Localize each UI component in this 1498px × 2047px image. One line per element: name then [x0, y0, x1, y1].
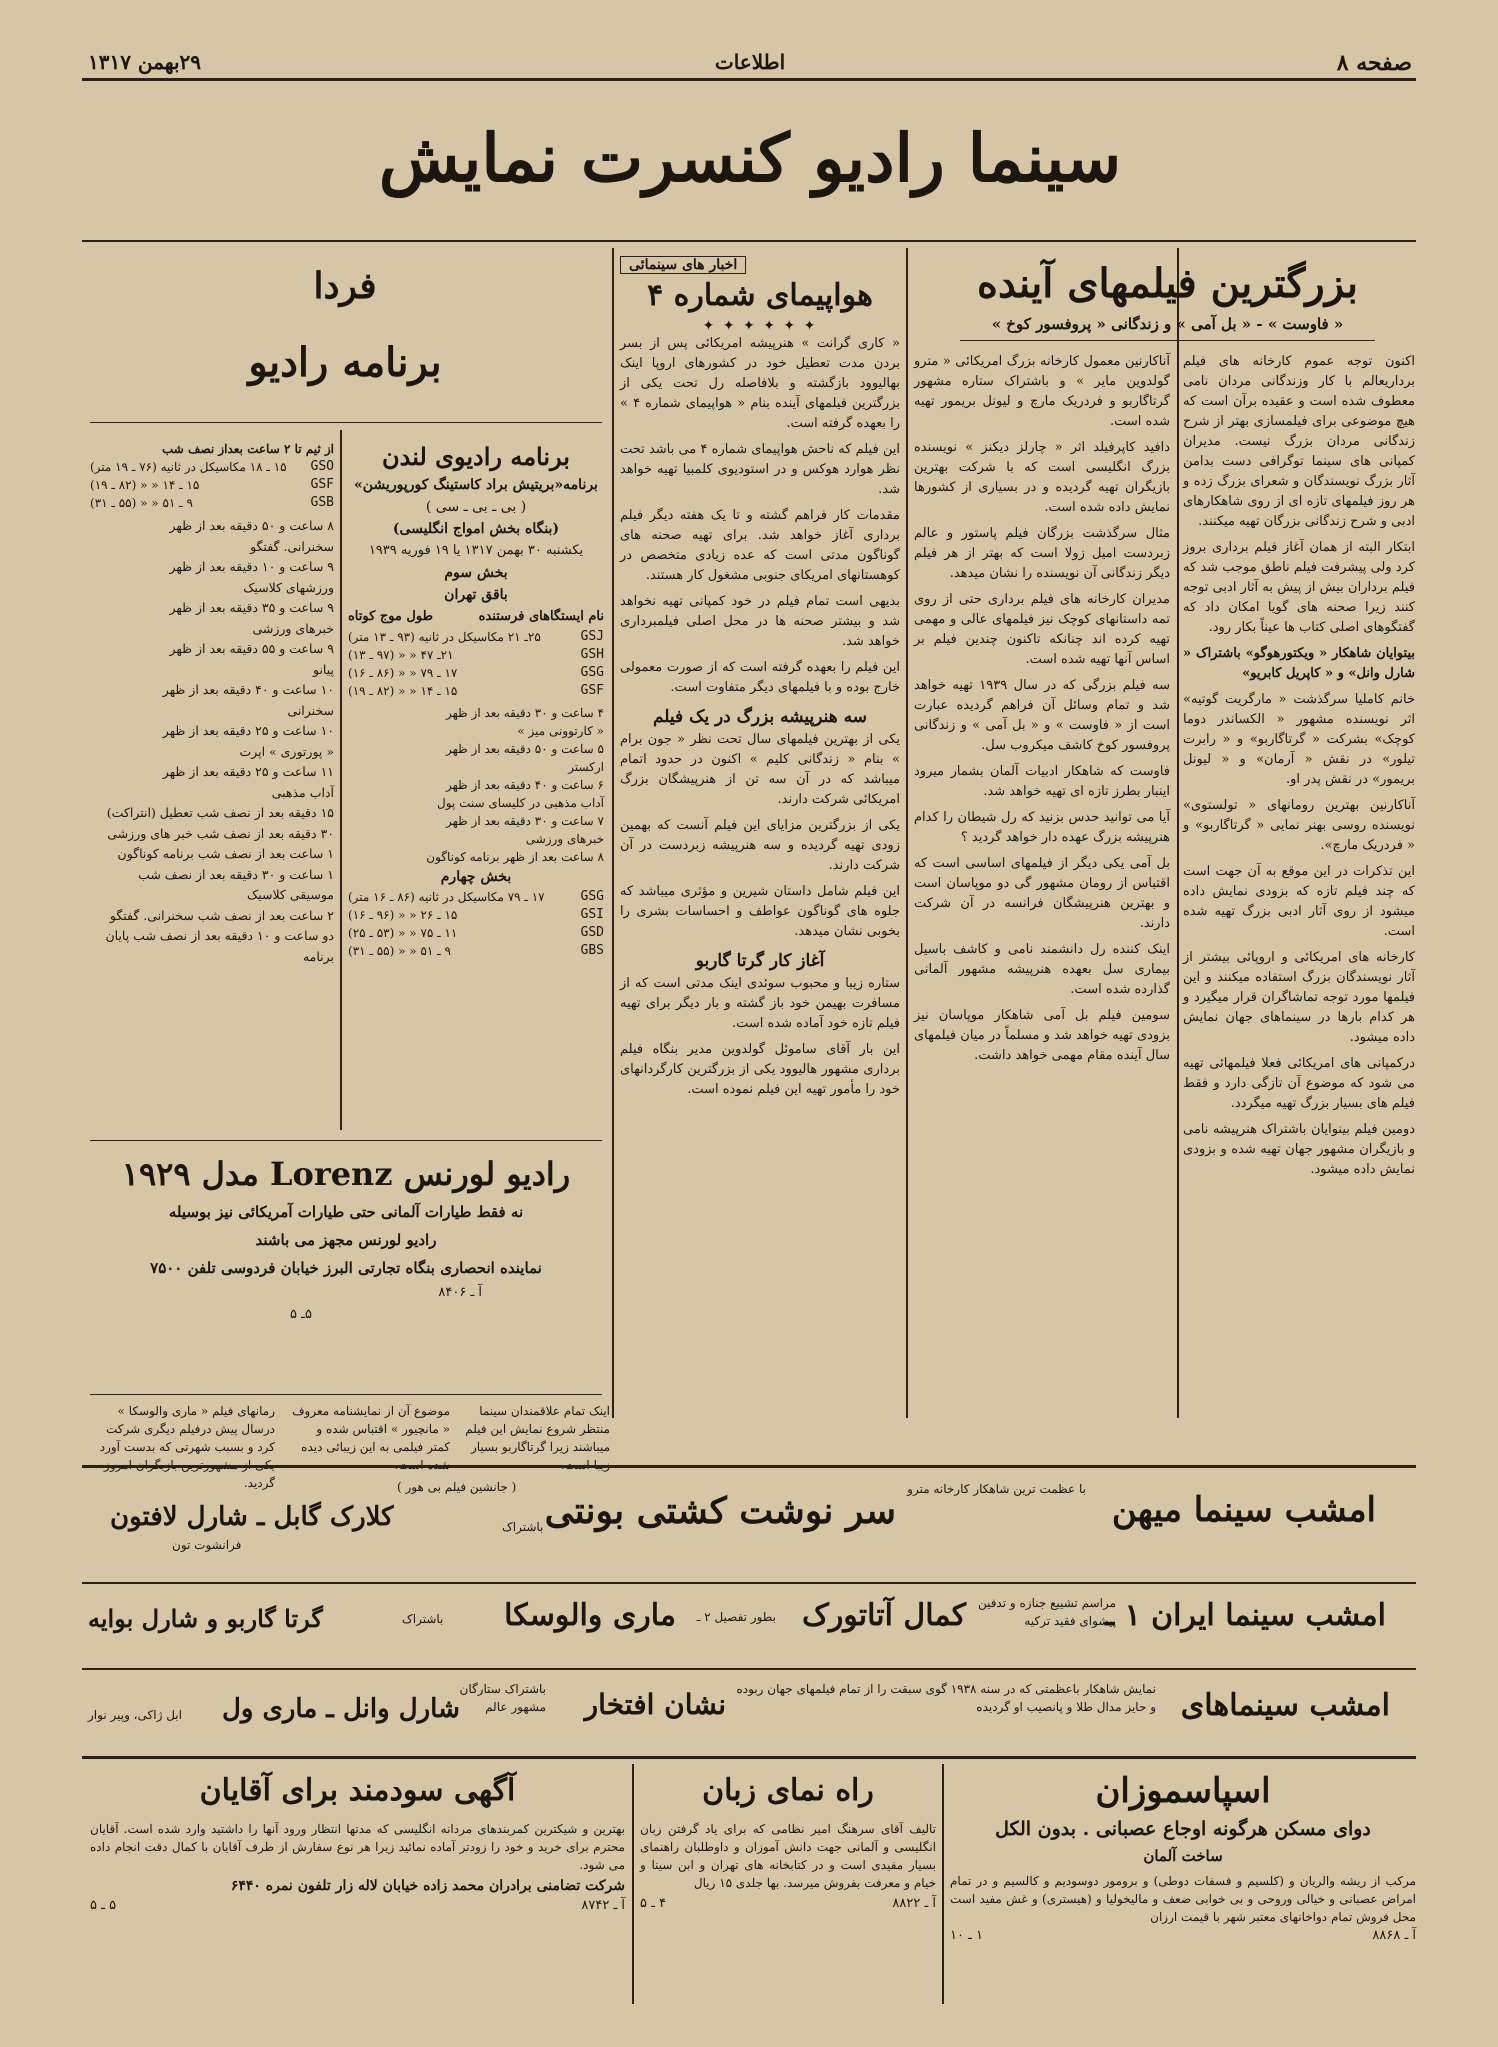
small-ad-1: رمانهای فیلم « ماری والوسکا » درسال پیش درفیلم دیگری شرکت کرد و بسبب شهرتی که بدست آورد گردید. [99, 1404, 275, 1490]
station-code: GSO [310, 459, 334, 474]
ad-title: نشان افتخار [584, 1688, 726, 1721]
station-freq: ۱۱ ـ ۷۵ « « (۵۳ ـ ۲۵) [348, 926, 458, 940]
program-line: « کارتوونی میز » [517, 724, 604, 738]
program-line: آداب مذهبی [271, 784, 334, 800]
london-part4: بخش چهارم [440, 869, 512, 885]
station-code: GSF [580, 683, 604, 698]
col-divider [906, 248, 908, 1418]
station-code: GSG [580, 889, 604, 904]
cinema-news-subheading-1: سه هنرپیشه بزرگ در یک فیلم [652, 707, 868, 727]
paragraph: آناکارنین معمول کارخانه بزرگ امریکائی « مترو گولدوین مایر » و باشتراک ستاره مشهور گرتاگاربو و فردریک مارچ و لیونل بریمور تهیه شده است. [914, 354, 1170, 429]
small-ad-3: اینک تمام علاقمندان سینما منتظر شروع نمایش این فیلم میباشند زیرا گرتاگاربو بسیار [465, 1404, 610, 1454]
paragraph: آناکارنین بهترین رومانهای « تولستوی» نویسنده روسی بهنر نمایی « گرتاگاربو» و « فردریک مارچ». [1183, 798, 1415, 853]
program-line: دو ساعت و ۱۰ دقیقه بعد از نصف شب پایان برنامه [105, 928, 334, 964]
ad-title2: ماری والوسکا [504, 1598, 676, 1633]
bottom-ad-spasmosan [950, 1768, 1416, 2004]
col-divider [1177, 248, 1179, 1418]
ad-code: آ ـ ۸۸۲۲ [892, 1896, 936, 1911]
program-line: ۹ ساعت و ۵۵ دقیقه بعد از ظهر [169, 641, 334, 656]
paragraph: دافید کاپرفیلد اثر « چارلز دیکنز » نویسنده بزرگ انگلیسی است که با شرکت بهترین بازیگران تهیه گردیده و در بسیاری از کشورها نمایش داده شده است. [914, 440, 1170, 515]
lorenz-line2: رادیو لورنس مجهز می باشند [255, 1231, 437, 1249]
lorenz-title: رادیو لورنس Lorenz مدل ۱۹۲۹ [121, 1155, 571, 1193]
ad-title: سر نوشت کشتی بونتی [544, 1490, 896, 1532]
program-line: ۸ ساعت بعد از ظهر برنامه کوناگون [426, 850, 604, 864]
paragraph: بدیهی است تمام فیلم در خود کمپانی تهیه نخواهد شد و بیشتر صحنه ها در محل اصلی فیلمبرداری خواهد شد. [620, 594, 900, 649]
paragraph: کارخانه های امریکائی و اروپائی بیشتر از آثار نویسندگان بزرگ استفاده میکنند و این فیلمها مورد توجه تماشاگران قرار میگیرد و هر کدام بارها در سینماهای جهان نمایش داده میشود. [1183, 950, 1415, 1045]
paragraph: این تذکرات در این موقع به آن جهت است که چند فیلم تازه که بزودی نمایش داده میشود از روی آثار ادبی بزرگ تهیه شده است. [1183, 864, 1415, 939]
separator-stars: ✦ ✦ ✦ ✦ ✦ ✦ [702, 318, 818, 334]
page-number: صفحه ۸ [1336, 50, 1412, 76]
lorenz-code: آ ـ ۸۴۰۶ [438, 1285, 482, 1300]
station-code: GSD [580, 925, 604, 940]
program-line: ۴ ساعت و ۳۰ دقیقه بعد از ظهر [446, 706, 604, 720]
paragraph: فاوست که شاهکار ادبیات آلمان بشمار میرود اینبار بطرز تازه ای تهیه خواهد شد. [914, 764, 1170, 799]
paragraph: ستاره زیبا و محبوب سوئدی اینک مدتی است که از مسافرت بهیمن خود باز گشته و بار دیگر برای تهیه فیلم تازه خود آماده شده است. [620, 976, 900, 1031]
ad-body: تالیف آقای سرهنگ امیر نظامی که برای یاد گرفتن زبان انگلیسی و آلمانی جهت دانش آموزان و داوطلبان راهنمای بسیار مفیدی است و در کتابخانه های تهران و ابن سینا و خیام و معرفت بفروش میرسد. بها جلدی ۱۵ ریال [640, 1822, 936, 1890]
ad-cast: شارل وانل ـ ماری ول [222, 1694, 460, 1724]
program-line: ۷ ساعت و ۳۰ دقیقه بعد از ظهر [446, 814, 604, 828]
station-list-1 [348, 628, 604, 700]
paper-name: اطلاعات [714, 50, 786, 74]
station-list-2 [348, 888, 604, 960]
london-to: باقق تهران [444, 587, 508, 603]
paragraph: ابتکار البته از همان آغاز فیلم برداری بروز کرد ولی پیشرفت فیلم ناطق موجب شد که فیلم برداران بیش از پیش به آثار ادبی توجه کنند زیرا صحنه های گویا امکان داد که گفتگوهای اصلی کتاب ها عیناً بکار رود. [1183, 540, 1415, 635]
london-part3: بخش سوم [444, 565, 508, 581]
program-line: سخنرانی. گفتگو [250, 538, 334, 554]
station-freq: ۲۱ـ ۴۷ « « (۹۷ ـ ۱۳) [348, 648, 454, 662]
cinema-news-subheading-2: آغاز کار گرتا گاربو [695, 951, 825, 971]
col-divider [942, 1764, 944, 2004]
ad-sub2: ساخت آلمان [1143, 1847, 1223, 1865]
ad-cast2: ابل ژاکی، وپیر نوار [88, 1708, 182, 1722]
radio-title-line2: برنامه رادیو [248, 339, 442, 386]
col-wave-header: طول موج کوتاه [348, 609, 433, 624]
program-line: ارکستر [568, 760, 604, 774]
london-program-1 [348, 704, 604, 866]
rule [960, 340, 1375, 341]
london-sub: (بنگاه بخش امواج انگلیسی) [392, 521, 560, 537]
paragraph: خانم کاملیا سرگذشت « مارگریت گوتیه» اثر نویسنده مشهور « الکساندر دوما کوچک» بشرکت « گرتاگاربو» و « رابرت تیلور» در نقش « آرمان» و « لیونل بریمور» در نقش پدر او. [1183, 692, 1415, 787]
paragraph: آیا می توانید حدس بزنید که رل شیطان را کدام هنرپیشه بزرگ عهده دار خواهد گردید ؟ [914, 810, 1170, 845]
lorenz-line3: نماینده انحصاری بنگاه تجارتی البرز خیابان فردوسی تلفن ۷۵۰۰ [150, 1259, 542, 1277]
station-freq: ۹ ـ ۵۱ « « (۵۵ ـ ۳۱) [90, 496, 193, 510]
bottom-ad-language [640, 1768, 936, 2004]
paragraph: بل آمی یکی دیگر از فیلمهای اساسی است که اقتباس از رومان مشهور گی دو موپاسان است و بهترین هنرپیشگان فرانسه در آن شرکت دارند. [914, 856, 1170, 931]
future-films-col1 [1183, 352, 1415, 1412]
london-date: یکشنبه ۳۰ بهمن ۱۳۱۷ یا ۱۹ فوریه ۱۹۳۹ [368, 543, 584, 558]
london-title: برنامه رادیوی لندن [382, 442, 570, 471]
ad-lead: امشب سینما ایران ۱ ـ [1105, 1598, 1386, 1633]
paragraph: یکی از بهترین فیلمهای سال تحت نظر « جون برام » بنام « زندگانی کلیم » اکنون در حدود اتمام میباشد که در آن سه تن از هنرپیشگان بزرگ امریکائی شرکت دارند. [620, 732, 900, 807]
paragraph: سومین فیلم بل آمی شاهکار موپاسان نیز بزودی تهیه خواهد شد و مسلماً در میان فیلمهای سال آینده مقام مهمی خواهد داشت. [914, 1008, 1170, 1063]
paragraph: « کاری گرانت » هنرپیشه امریکائی پس از بسر بردن مدت تعطیل خود در کشورهای اروپا اینک بهالیوود بازگشته و بلافاصله رل تحت یکی از بزرگترین فیلمهای آینده بنام « هواپیمای شماره ۴ » را بعهده گرفته است. [620, 336, 900, 431]
station-freq: ۱۷ ـ ۷۹ « « (۸۶ ـ ۱۶) [348, 666, 458, 680]
radio-title-line1: فردا [313, 265, 377, 307]
ad-title: راه نمای زبان [702, 1773, 874, 1808]
station-code: GSI [580, 907, 604, 922]
ad-note-prefix: باشتراک ستارگان مشهور عالم [459, 1682, 546, 1714]
rule [82, 1465, 1416, 1468]
station-code: GSG [580, 665, 604, 680]
issue-date: ۲۹بهمن ۱۳۱۷ [88, 50, 201, 74]
ad-cast: کلارک گابل ـ شارل لافتون [110, 1502, 394, 1532]
program-line: ۹ ساعت و ۳۵ دقیقه بعد از ظهر [169, 600, 334, 615]
ad-title: اسپاسموزان [1095, 1771, 1271, 1811]
paragraph: بیتوایان شاهکار « ویکتورهوگو» باشتراک « شارل وانل» و « کاپریل کابریو» [1183, 646, 1415, 681]
ad-code2: ۵ ـ ۵ [90, 1898, 117, 1913]
station-freq: ۱۵ ـ ۱۴ « « (۸۲ ـ ۱۹) [90, 478, 200, 492]
radio-program-list [90, 516, 334, 967]
ad-title: آگهی سودمند برای آقایان [199, 1773, 516, 1808]
rule [90, 1394, 602, 1395]
ad-code: آ ـ ۸۸۶۸ [1372, 1928, 1416, 1943]
station-freq: ۱۵ ـ ۱۴ « « (۸۲ ـ ۱۹) [348, 684, 458, 698]
future-films-subtitle: « فاوست » - « بل آمی » و زندگانی « پروفسور کوخ » [991, 315, 1344, 333]
program-line: « پورتوری » اپرت [239, 743, 334, 759]
lorenz-line1: نه فقط طیارات آلمانی حتی طیارات آمریکائی نیز بوسیله [168, 1203, 524, 1221]
cinema-news-title: هواپیمای شماره ۴ [647, 278, 873, 313]
station-freq: ۹ ـ ۵۱ « « (۵۵ ـ ۳۱) [348, 944, 451, 958]
section-rule [82, 240, 1416, 242]
program-line: ۶ ساعت و ۴۰ دقیقه بعد از ظهر [446, 778, 604, 792]
ad-title: کمال آتاتورک [801, 1598, 966, 1633]
program-line: خبرهای ورزشی [252, 620, 334, 636]
program-line: ۸ ساعت و ۵۰ دقیقه بعد از ظهر [169, 518, 334, 533]
station-list-3 [90, 458, 334, 512]
program-line: ۱۰ ساعت و ۲۵ دقیقه بعد از ظهر [162, 723, 334, 738]
future-films-col2 [914, 352, 1170, 1412]
station-freq: ۱۵ ـ ۲۶ « « (۹۶ ـ ۱۶) [348, 908, 458, 922]
rule [82, 1582, 1416, 1584]
london-corp: برنامه«بریتیش براد کاستینگ کورپوریشن» [354, 477, 598, 493]
paragraph: سه فیلم بزرگی که در سال ۱۹۳۹ تهیه خواهد شد و تمام وسائل آن فراهم گردیده عبارت است از « فاوست » و « بل آمی » و زندگانی پروفسور کوخ کاشف میکروب سل. [914, 678, 1170, 753]
program-line: ورزشهای کلاسیک [243, 579, 334, 595]
rule [82, 1668, 1416, 1670]
ad-lead: امشب سینما میهن [1111, 1490, 1376, 1530]
section-title: سینما رادیو کنسرت نمایش [378, 119, 1122, 197]
ad-cast: گرتا گاربو و شارل بوایه [88, 1604, 323, 1633]
paragraph: یکی از بزرگترین مزایای این فیلم آنست که بهمین زودی تهیه گردیده و سه هنرپیشه زبردست در آن شرکت دارند. [620, 818, 900, 873]
cinema-ad-iran [82, 1586, 1416, 1666]
ad-cast-prefix: باشتراک [502, 1520, 544, 1534]
paragraph: این فیلم شامل داستان شیرین و مؤثری میباشد که جلوه های گوناگون عواطف و احساسات بشری را بخوبی نشان میدهد. [620, 884, 900, 939]
ad-sub: دوای مسکن هرگونه اوجاع عصبانی . بدون الکل [995, 1818, 1371, 1840]
ad-note: با عظمت ترین شاهکار کارخانه مترو [907, 1482, 1086, 1496]
paragraph: این فیلم را بعهده گرفته است که از صورت معمولی خارج بوده و با فیلمهای دیگر متفاوت است. [620, 660, 900, 695]
col-divider [632, 1764, 634, 2004]
lorenz-code2: ۵ـ ۵ [290, 1307, 312, 1322]
paragraph: این فیلم که ناحش هواپیمای شماره ۴ می باشد تحت نظر هوارد هوکس و در استودیوی کلمبیا تهیه خواهد شد. [620, 442, 900, 497]
rule [82, 1756, 1416, 1759]
col-divider [612, 248, 614, 1418]
paragraph: مثال سرگذشت بزرگان فیلم پاستور و عالم زبردست امیل زولا است که بهتر از هر فیلم دیگر زندگانی آن نویسنده را نشان میدهد. [914, 526, 1170, 581]
ad-code: آ ـ ۸۷۴۲ [581, 1898, 625, 1913]
cinema-ad-cinemas [82, 1672, 1416, 1752]
ad-code2: ۱ ـ ۱۰ [950, 1928, 984, 1943]
station-freq: ۱۷ ـ ۷۹ مکاسیکل در ثانیه (۸۶ ـ ۱۶ متر) [348, 890, 545, 904]
station-code: GSJ [580, 629, 604, 644]
program-line: ۱۵ دقیقه بعد از نصف شب تعطیل (انتراکت) [106, 805, 334, 820]
bottom-ad-men [90, 1768, 625, 2004]
rule [90, 422, 602, 423]
paragraph: مقدمات کار فراهم گشته و تا یک هفته دیگر فیلم برداری آغاز خواهد شد. برای تهیه صحنه های گوناگون مدتی است که عده زیادی متخصص در کوهستانهای امریکای جنوبی مشغول کار هستند. [620, 508, 900, 583]
ad-firm: شرکت تضامنی برادران محمد زاده خیابان لاله زار تلفون نمره ۶۴۴۰ [230, 1878, 625, 1894]
station-freq: ۱۵ ـ ۱۸ مکاسیکل در ثانیه (۷۶ ـ ۱۹ متر) [90, 460, 287, 474]
col-divider [340, 430, 342, 1130]
ad-lead: امشب سینماهای [1180, 1688, 1390, 1723]
header-rule [82, 78, 1416, 81]
cinema-news-tag: اخبار های سینمائی [620, 256, 746, 274]
program-line: ۱ ساعت و ۳۰ دقیقه بعد از نصف شب موسیقی کلاسیک [138, 866, 334, 902]
london-radio-column [348, 440, 604, 1130]
station-code: GSH [580, 647, 604, 662]
program-line: پیانو [313, 661, 334, 677]
lorenz-ad [90, 1150, 602, 1390]
program-line: ۳۰ دقیقه بعد از نصف شب خبر های ورزشی [107, 825, 334, 841]
paragraph: دومین فیلم بینوایان باشتراک هنرپیشه نامی و بازیگران مشهور جهان تهیه شده و بزودی نمایش داده میشود. [1183, 1122, 1415, 1177]
program-line: سخنرانی [287, 702, 334, 718]
small-ad-2: موضوع آن از نمایشنامه معروف « مانچیور » اقتباس شده و کمتر فیلمی به این زیبائی دیده [292, 1404, 450, 1454]
program-line: آداب مذهبی در کلیسای سنت پول [437, 796, 604, 810]
paragraph: مدیران کارخانه های فیلم برداری حتی از روی تمه داستانهای کوچک نیز فیلمهای عالی و مهمی تهیه کرده اند چنانکه تاکنون چندین فیلم بر اساس آنها تهیه شده است. [914, 592, 1170, 667]
program-line: ۱۰ ساعت و ۴۰ دقیقه بعد از ظهر [162, 682, 334, 697]
ad-mid: بطور تفصیل ۲ ـ [696, 1610, 776, 1624]
ad-body: مرکب از ریشه والریان و (کلسیم و فسفات دوطی) و برومور دوسودیم و کالسیم و در تمام امراض عصبانی و خیالی وروحی و بی خوابی ضعف و ماليخوليا و (هیستری) و غش مفید است محل فروش تمام دواخانهای معتبر شهر با قیمت ارزان [950, 1874, 1416, 1924]
station-code: GBS [580, 943, 604, 958]
paragraph: اکنون توجه عموم کارخانه های فیلم برداریعالم با کار وزندگانی مردان نامی معطوف شده است و عقیده برآن است که هیچ موضوعی برای فیلمسازی بهتر از شرح زندگانی مردان بزرگ نیست. مدیران کمپانی های سینما توگرافی دست بدامن آثار بزرگ نویسندگان و شعرای بزرگ زده و هر روز فیلمهای تازه ای از روی شاهکارهای ادبی و شرح زندگانی بزرگان تهیه میکنند. [1183, 354, 1415, 529]
ad-body: بهترین و شیکترین کمربندهای مردانه انگلیسی که مدتها انتظار ورود آنها را داشتید وارد شده است. آقایان محترم برای خرید و خود را زودتر آماده نمائید زیرا هر نوع سفارش از طرف آقایان با کمال دقت انجام داده می شود. [90, 1822, 625, 1872]
paragraph: این بار آقای ساموئل گولدوین مدیر بنگاه فیلم برداری مشهور هالیوود یکی از بزرگترین کارگردانهای خود را مأمور تهیه این فیلم نموده است. [620, 1042, 900, 1097]
station-code: GSF [310, 477, 334, 492]
program-line: ۵ ساعت و ۵۰ دقیقه بعد از ظهر [446, 742, 604, 756]
ad-cast2: فرانشوت تون [172, 1538, 242, 1552]
future-films-title: بزرگترین فیلمهای آینده [977, 260, 1358, 307]
ad-code2: ۴ ـ ۵ [640, 1896, 667, 1911]
cinema-ad-mihan [82, 1472, 1416, 1590]
ad-extra: ( جانشین فیلم بی هور ) [397, 1480, 517, 1494]
ad-cast-prefix: باشتراک [402, 1612, 444, 1626]
paragraph: اینک کننده رل دانشمند نامی و کاشف باسیل بیماری سل بعهده هنرپیشه مشهور آلمانی گذارده شده است. [914, 942, 1170, 997]
col-station-header: نام ایستگاهای فرستنده [478, 609, 604, 624]
radio-intro: از ثیم تا ۲ ساعت بعداز نصف شب [162, 442, 334, 456]
program-line: ۲ ساعت بعد از نصف شب سخنرانی. گفتگو [109, 907, 334, 923]
radio-program-column [90, 440, 334, 1130]
london-bbc: ( بی ـ بی ـ سی ) [425, 499, 527, 515]
program-line: ۱۱ ساعت و ۲۵ دقیقه بعد از ظهر [162, 764, 334, 779]
program-line: ۹ ساعت و ۱۰ دقیقه بعد از ظهر [169, 559, 334, 574]
program-line: ۱ ساعت بعد از نصف شب برنامه کوناگون [117, 846, 334, 861]
ad-note: مراسم تشییع جنازه و تدفین پیشوای فقید ترکیه [977, 1596, 1116, 1628]
rule [90, 1140, 602, 1141]
ad-note: نمایش شاهکار باعظمتی که در سنه ۱۹۳۸ گوی سبقت را از تمام فیلمهای جهان ربوده و حایز مدال طلا و پانصیب او گردیده [736, 1682, 1156, 1714]
future-films-article [920, 256, 1415, 345]
paragraph: درکمپانی های امریکائی فعلا فیلمهائی تهیه می شود که موضوع آن تازگی دارد و فقط فیلم های بسیار بزرگ تهیه میگردد. [1183, 1056, 1415, 1111]
program-line: خبرهای ورزشی [525, 832, 604, 846]
station-code: GSB [310, 495, 334, 510]
cinema-news-column [620, 256, 900, 1416]
station-freq: ۲۵ـ ۲۱ مکاسیکل در ثانیه (۹۳ ـ ۱۳ متر) [348, 630, 541, 644]
